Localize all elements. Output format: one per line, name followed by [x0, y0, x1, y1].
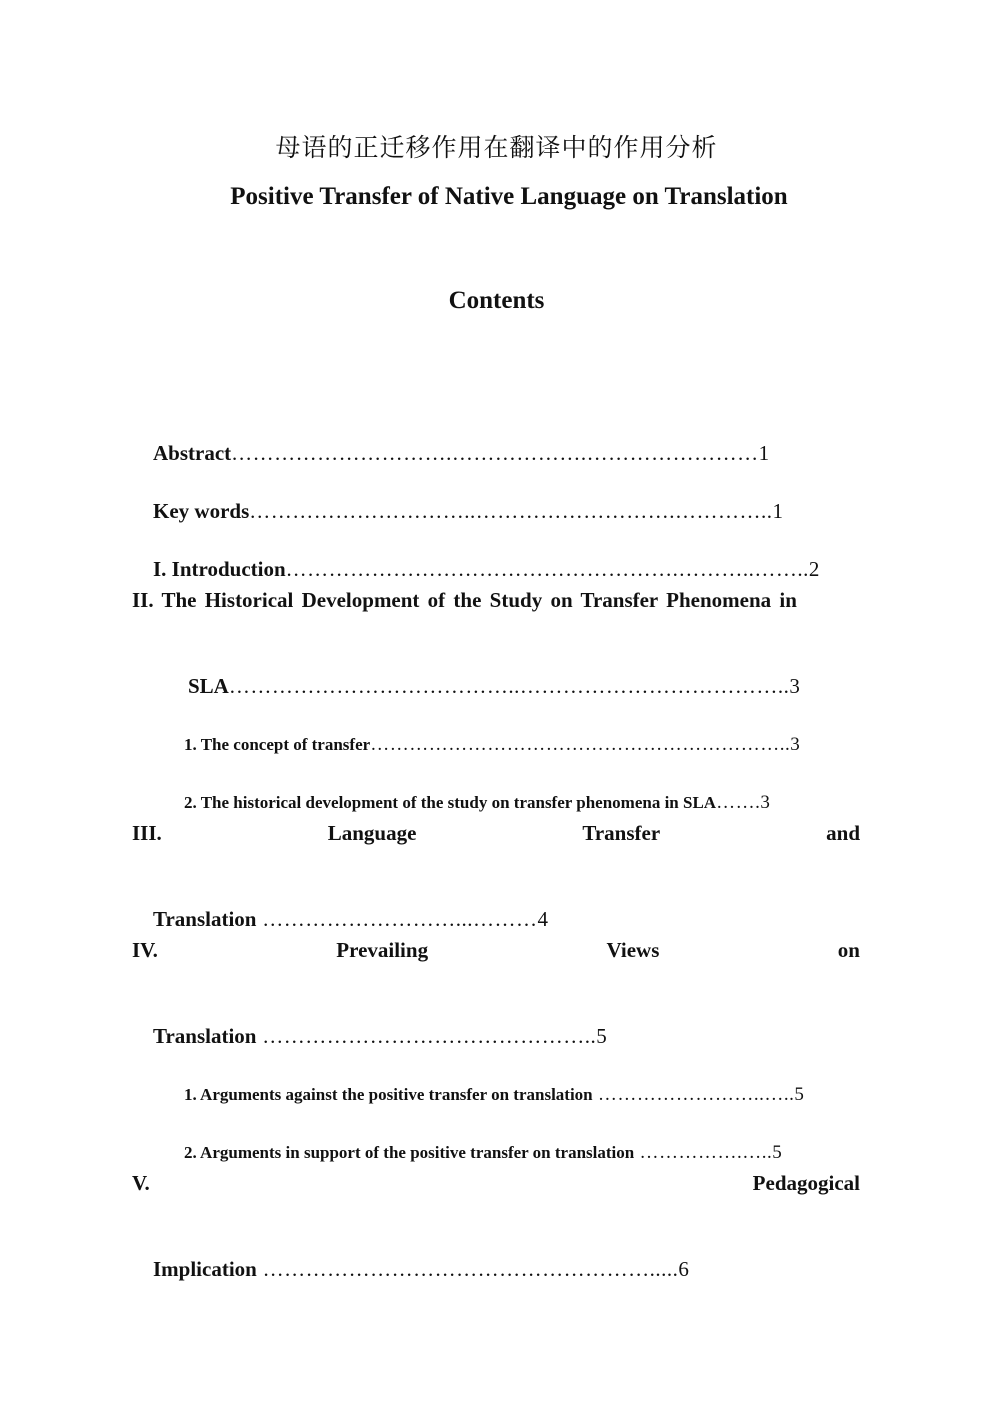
- english-title: Positive Transfer of Native Language on Translation: [230, 183, 788, 210]
- toc-entry-title: Translation: [153, 1024, 257, 1048]
- toc-page-number: 4: [537, 907, 548, 931]
- toc-page-number: 2: [808, 557, 820, 581]
- toc-page-number: 5: [596, 1024, 607, 1048]
- toc-word: Prevailing: [336, 938, 429, 962]
- toc-page-number: 3: [790, 734, 800, 755]
- toc-leader: ……………………………………………….....: [256, 1257, 679, 1281]
- toc-page-number: 1: [758, 441, 770, 465]
- toc-leader: …….: [716, 792, 761, 813]
- toc-entry-title: Abstract: [153, 441, 232, 465]
- toc-page-number: 1: [772, 499, 783, 523]
- toc-entry-title: I. Introduction: [153, 557, 286, 581]
- toc-leader: ………………………...………: [256, 907, 538, 931]
- toc-entry-title: II. The Historical Development of the Study on Transfer Phenomena in: [132, 588, 797, 612]
- toc-word: Views: [606, 938, 660, 962]
- chinese-title: 母语的正迁移作用在翻译中的作用分析: [275, 133, 718, 162]
- toc-leader: ………………………………………..: [256, 1024, 597, 1048]
- toc-leader: ……………………..…..: [592, 1084, 795, 1105]
- toc-entry-title: 2. Arguments in support of the positive transfer on translation: [184, 1143, 635, 1162]
- toc-word: Language: [327, 821, 417, 845]
- contents-heading: Contents: [448, 287, 545, 314]
- toc-page-number: 5: [772, 1142, 782, 1163]
- toc-page-number: 3: [760, 792, 770, 813]
- toc-leader: …………………………..……………………….…………..: [249, 499, 773, 523]
- toc-entry-title: Key words: [153, 499, 250, 523]
- toc-entry-title: Translation: [153, 907, 257, 931]
- toc-word: IV.: [132, 938, 158, 962]
- toc-entry-title: SLA: [188, 674, 229, 698]
- toc-leader: ………………………………………………………..: [370, 734, 791, 755]
- toc-entry-section5-line1[interactable]: [132, 1169, 860, 1197]
- toc-word: V.: [132, 1171, 150, 1195]
- toc-entry-section3-line1[interactable]: [132, 819, 860, 847]
- toc-entry-section5-line2[interactable]: [132, 1227, 689, 1311]
- toc-leader: …………….…..: [634, 1142, 773, 1163]
- toc-word: Transfer: [582, 821, 661, 845]
- toc-page-number: 5: [794, 1084, 804, 1105]
- toc-entry-title: Implication: [153, 1257, 257, 1281]
- toc-entry-title: 2. The historical development of the study on transfer phenomena in SLA: [184, 793, 717, 812]
- toc-word: Pedagogical: [752, 1171, 860, 1195]
- toc-word: III.: [132, 821, 162, 845]
- toc-page-number: 6: [678, 1257, 689, 1281]
- toc-page-number: 3: [789, 674, 800, 698]
- toc-entry-section2-line1[interactable]: [132, 586, 860, 614]
- toc-word: and: [826, 821, 860, 845]
- toc-leader: …………………………………..………………………………..: [228, 674, 790, 698]
- toc-leader: ………………………….……………….……………………: [231, 441, 759, 465]
- toc-entry-title: 1. The concept of transfer: [184, 735, 371, 754]
- toc-leader: ……………………………………………….………..……..: [285, 557, 809, 581]
- toc-entry-title: 1. Arguments against the positive transfer on translation: [184, 1085, 593, 1104]
- toc-word: on: [837, 938, 860, 962]
- toc-entry-section4-line1[interactable]: [132, 936, 860, 964]
